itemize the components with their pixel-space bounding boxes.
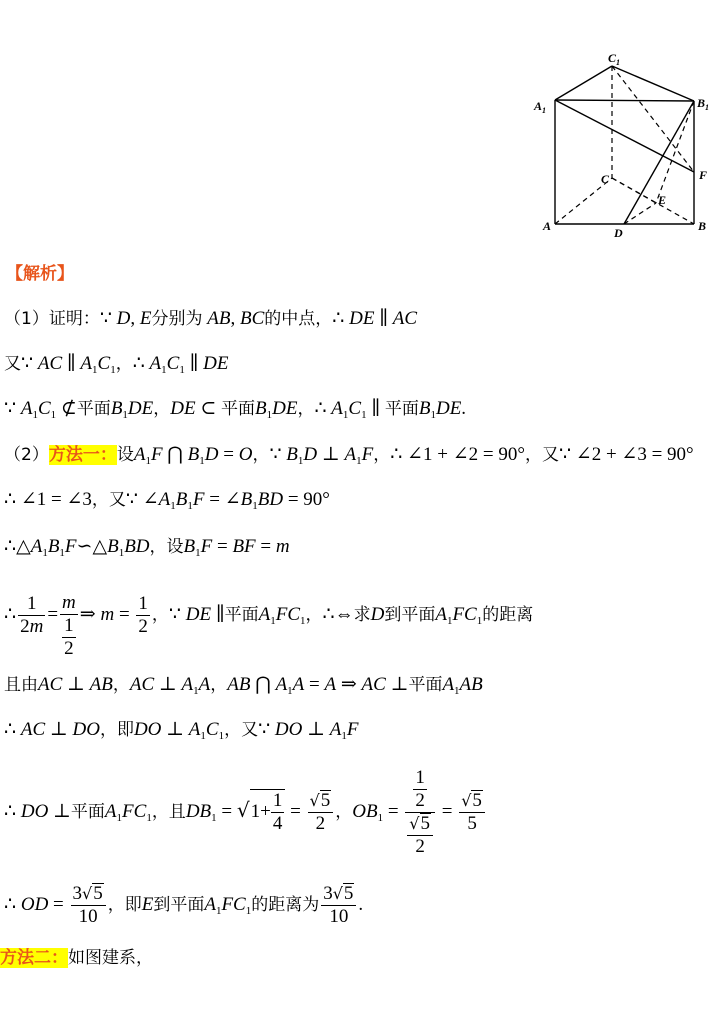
label-c: C [601,172,610,186]
proof-line-2: 又∵ AC ∥ $A_1C_1$，∴ $A_1C_1$ ∥ DE [4,353,229,376]
method-one-line: （2）方法一：设$A_1F$ ⋂ $B_1D = O$，∵ $B_1D$ ⊥ $A_1F$，∴ ∠1 + ∠2 = 90°，又∵ ∠2 + ∠3 = 90° [4,444,694,467]
label-b1: $B_1$ [697,96,710,112]
proof-line-5: ∴ ∠1 = ∠3，又∵ $\angle A_1B_1F$ = $\angle B_1BD = 90^\circ$ [4,489,330,512]
proof-line-3: ∵ $A_1C_1$ ⊄平面$B_1DE$，DE ⊂ 平面$B_1DE$，∴ $A_1C_1$ ∥ 平面$B_1DE$. [4,398,467,421]
method-two-line: 方法二：如图建系， [0,948,153,968]
proof-line-8: 且由AC ⊥ AB，AC ⊥ $A_1A$，AB ⋂ $A_1A = A$ ⇒ AC ⊥平面$A_1AB$ [4,674,483,697]
proof-line-10: ∴ DO ⊥平面$A_1FC_1$，且$DB_1 = √1+$ $\frac{1}{4}$ = $\frac{√5}{2}$ ，$OB_1$ = $\frac{\frac{1}{2}}{\frac{√5}{2}}$ = $\frac{√5}{5}$ [4,762,487,866]
proof-line-9: ∴ AC ⊥ DO，即DO ⊥ $A_1C_1$，又∵ DO ⊥ $A_1F$ [4,719,359,742]
label-d: D [614,226,623,240]
proof-line-7: ∴ $\frac{1}{2m}$ = $\frac{m}{\frac{1}{2}}$ ⇒ m = $\frac{1}{2}$ ，∵ DE ∥平面$A_1FC_1$，∴⇔求D到平面$A_1FC_1$的距离 [4,592,534,660]
prism-figure [530,48,720,243]
solution-heading: 【解析】 [6,264,74,284]
label-a1: $A_1$ [534,99,547,115]
method-two-badge: 方法二： [0,948,68,968]
label-a: A [543,219,552,233]
method-one-badge: 方法一： [48,445,117,465]
proof-line-6: $\therefore\triangle A_1B_1F∽\triangle B_1BD$，设$B_1F$ = BF = m [4,536,290,559]
proof-line-1: （1）证明：∵ D, E分别为 AB, BC的中点，∴ DE ∥ AC [4,308,417,329]
label-e: E [658,193,667,207]
label-b: B [698,219,707,233]
label-f: F [699,168,708,182]
label-c1: $C_1$ [608,51,621,67]
proof-line-11: ∴ OD = $\frac{3√5}{10}$ ，即E到平面$A_1FC_1$的距离为 $\frac{3√5}{10}$ . [4,882,364,927]
